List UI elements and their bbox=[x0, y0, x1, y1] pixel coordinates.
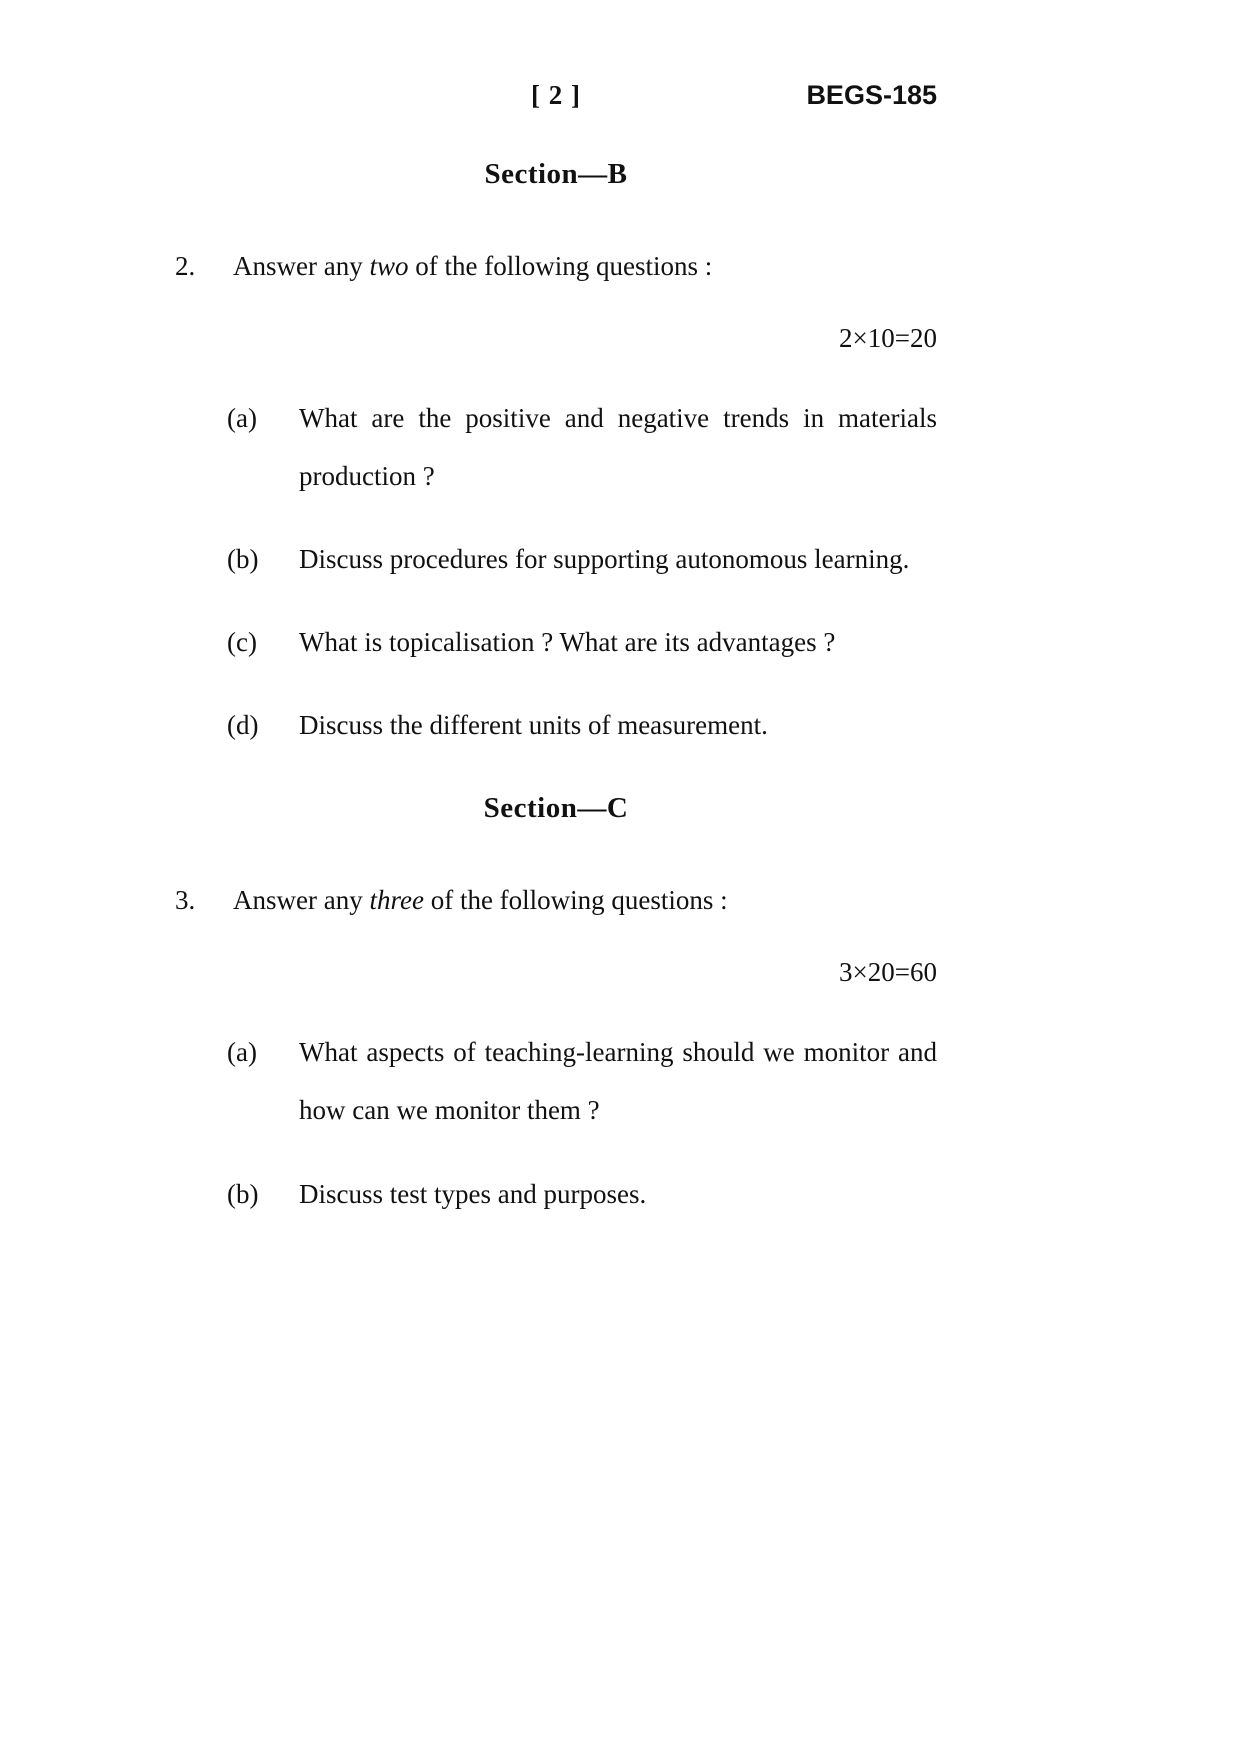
question-item bbox=[175, 613, 937, 671]
paper-code: BEGS-185 bbox=[806, 80, 937, 110]
item-text: What aspects of teaching-learning should we monitor and how can we monitor them ? bbox=[299, 1037, 937, 1126]
section-title-b: Section—B bbox=[484, 158, 628, 190]
question-item bbox=[175, 530, 937, 588]
item-text: Discuss procedures for supporting autonomous learning. bbox=[299, 544, 910, 575]
question-item bbox=[175, 1165, 937, 1223]
item-label: (a) bbox=[227, 1037, 257, 1068]
item-text: Discuss the different units of measurement. bbox=[299, 710, 768, 741]
item-label: (c) bbox=[227, 627, 257, 658]
item-label: (d) bbox=[227, 710, 259, 741]
question-item bbox=[175, 389, 937, 505]
prompt-suffix: of the following questions : bbox=[423, 885, 728, 916]
item-text: What are the positive and negative trends in materials production ? bbox=[299, 403, 937, 492]
page-header bbox=[175, 80, 937, 120]
prompt-emphasis: three bbox=[369, 885, 424, 916]
question-item bbox=[175, 1023, 937, 1139]
question-number: 2. bbox=[175, 251, 196, 281]
prompt-prefix: Answer any bbox=[233, 885, 370, 916]
item-text: What is topicalisation ? What are its advantages ? bbox=[299, 627, 836, 658]
question-prompt bbox=[233, 237, 937, 295]
item-label: (b) bbox=[227, 1178, 259, 1209]
question-prompt bbox=[233, 871, 937, 929]
question-2 bbox=[175, 237, 937, 295]
prompt-suffix: of the following questions : bbox=[408, 251, 713, 281]
section-title-c: Section—C bbox=[483, 792, 629, 825]
page-content bbox=[175, 80, 937, 1223]
prompt-emphasis: two bbox=[369, 251, 409, 281]
marks-question-2: 2×10=20 bbox=[839, 323, 937, 354]
page-number: [ 2 ] bbox=[531, 80, 581, 110]
item-label: (a) bbox=[227, 403, 257, 434]
prompt-prefix: Answer any bbox=[233, 251, 370, 281]
question-3 bbox=[175, 871, 937, 929]
question-item bbox=[175, 696, 937, 754]
item-label: (b) bbox=[227, 544, 259, 575]
item-text: Discuss test types and purposes. bbox=[299, 1178, 647, 1209]
question-number: 3. bbox=[175, 885, 196, 916]
marks-question-3: 3×20=60 bbox=[839, 957, 937, 988]
